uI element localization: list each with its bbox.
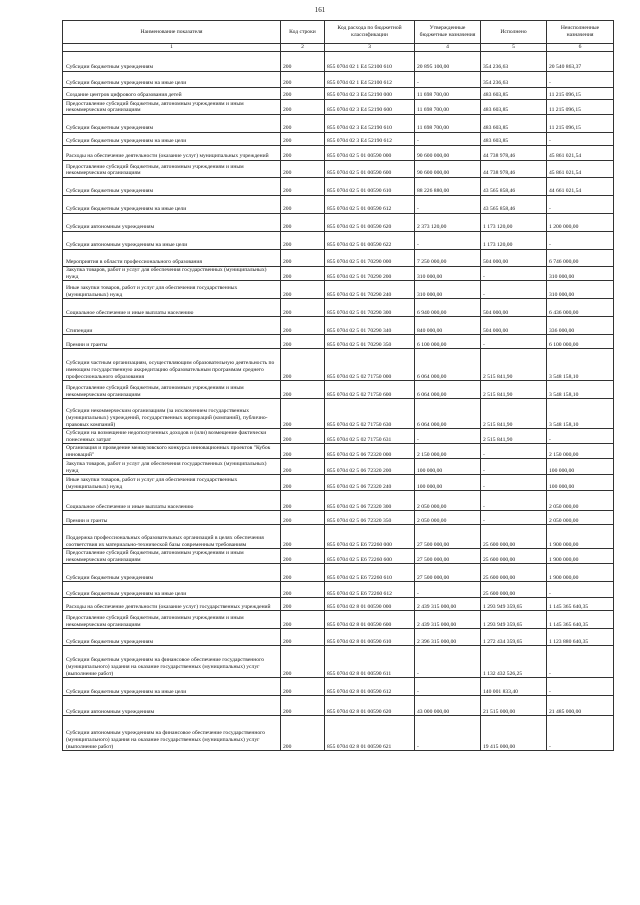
row-approved: 2 050 000,00 [415, 511, 481, 525]
table-row [63, 598, 614, 611]
row-budget-code: 855 0704 02 5 02 71750 630 [325, 399, 415, 429]
row-approved: 11 698 700,00 [415, 115, 481, 133]
row-executed: 1 132 432 526,25 [481, 646, 547, 678]
row-approved: 7 250 000,00 [415, 250, 481, 267]
row-name: Мероприятия в области профессионального образования [63, 250, 281, 267]
row-unexecuted: 3 548 158,10 [547, 399, 614, 429]
row-executed: 2 515 841,90 [481, 399, 547, 429]
column-number: 5 [481, 44, 547, 52]
row-executed: - [481, 335, 547, 349]
table-row [63, 611, 614, 629]
row-approved: 43 000 000,00 [415, 696, 481, 716]
row-budget-code: 855 0704 02 5 01 00590 610 [325, 178, 415, 196]
row-executed: 1 173 120,00 [481, 232, 547, 250]
row-executed: 504 000,00 [481, 317, 547, 335]
row-approved: 27 500 000,00 [415, 549, 481, 564]
row-budget-code: 855 0704 02 5 02 71750 600 [325, 381, 415, 399]
row-line-code: 200 [281, 133, 325, 146]
row-name: Премии и гранты [63, 335, 281, 349]
row-line-code: 200 [281, 214, 325, 232]
row-unexecuted: 6 746 000,00 [547, 250, 614, 267]
row-budget-code: 855 0704 02 8 01 00590 620 [325, 696, 415, 716]
header-executed: Исполнено [481, 21, 547, 44]
row-approved: 2 439 315 000,00 [415, 611, 481, 629]
row-budget-code: 855 0704 02 5 Е6 72260 612 [325, 582, 415, 598]
row-unexecuted: 336 000,00 [547, 317, 614, 335]
column-number: 3 [325, 44, 415, 52]
table-row [63, 161, 614, 178]
table-row [63, 491, 614, 511]
row-executed: 354 236,63 [481, 72, 547, 88]
row-name: Субсидии бюджетным учреждениям на иные цели [63, 196, 281, 214]
row-unexecuted: 2 050 000,00 [547, 511, 614, 525]
table-row [63, 678, 614, 696]
row-line-code: 200 [281, 146, 325, 161]
row-executed: - [481, 491, 547, 511]
row-line-code: 200 [281, 491, 325, 511]
table-row [63, 549, 614, 564]
row-approved: 90 600 000,00 [415, 146, 481, 161]
row-approved: 6 064 000,00 [415, 399, 481, 429]
row-unexecuted: 21 485 000,00 [547, 696, 614, 716]
row-executed: 1 293 949 359,65 [481, 611, 547, 629]
column-number-row [63, 44, 614, 52]
row-name: Субсидии автономным учреждениям [63, 696, 281, 716]
table-row [63, 196, 614, 214]
table-row [63, 133, 614, 146]
row-unexecuted: - [547, 196, 614, 214]
row-line-code: 200 [281, 629, 325, 646]
table-row [63, 100, 614, 115]
table-row [63, 72, 614, 88]
row-line-code: 200 [281, 696, 325, 716]
row-approved: 100 000,00 [415, 475, 481, 491]
header-unexecuted: Неисполненные назначения [547, 21, 614, 44]
row-budget-code: 855 0704 02 5 01 70290 340 [325, 317, 415, 335]
row-executed: 483 603,85 [481, 88, 547, 100]
row-line-code: 200 [281, 525, 325, 549]
row-budget-code: 855 0704 02 3 Е4 52190 610 [325, 115, 415, 133]
header-budget-code: Код расхода по бюджетной классификации [325, 21, 415, 44]
row-name: Субсидии на возмещение недополученных доходов и (или) возмещение фактически понесенных затрат [63, 429, 281, 444]
row-line-code: 200 [281, 459, 325, 475]
row-executed: 25 600 000,00 [481, 549, 547, 564]
row-budget-code: 855 0704 02 5 02 71750 000 [325, 349, 415, 381]
row-approved: - [415, 232, 481, 250]
row-name: Субсидии бюджетным учреждениям на иные цели [63, 582, 281, 598]
row-executed: - [481, 267, 547, 281]
row-name: Стипендии [63, 317, 281, 335]
table-row [63, 429, 614, 444]
row-unexecuted: - [547, 133, 614, 146]
row-name: Субсидии бюджетным учреждениям на иные цели [63, 678, 281, 696]
column-number: 2 [281, 44, 325, 52]
row-unexecuted: 45 861 021,54 [547, 161, 614, 178]
row-name: Закупка товаров, работ и услуг для обеспечения государственных (муниципальных) нужд [63, 459, 281, 475]
row-name: Субсидии бюджетным учреждениям [63, 629, 281, 646]
row-budget-code: 855 0704 02 5 01 70290 200 [325, 267, 415, 281]
row-line-code: 200 [281, 52, 325, 72]
row-budget-code: 855 0704 02 5 02 71750 631 [325, 429, 415, 444]
header-indicator-name: Наименование показателя [63, 21, 281, 44]
row-approved: 310 000,00 [415, 281, 481, 299]
row-approved: 2 050 000,00 [415, 491, 481, 511]
row-name: Премии и гранты [63, 511, 281, 525]
row-unexecuted: 1 900 000,00 [547, 549, 614, 564]
row-unexecuted: 2 050 000,00 [547, 491, 614, 511]
row-budget-code: 855 0704 02 5 01 00590 000 [325, 146, 415, 161]
row-line-code: 200 [281, 646, 325, 678]
row-executed: 1 272 434 359,65 [481, 629, 547, 646]
row-executed: 2 515 841,90 [481, 381, 547, 399]
row-approved: 6 064 000,00 [415, 381, 481, 399]
row-approved: 11 698 700,00 [415, 100, 481, 115]
table-row [63, 214, 614, 232]
row-budget-code: 855 0704 02 8 01 00590 612 [325, 678, 415, 696]
row-unexecuted: 310 000,00 [547, 267, 614, 281]
table-row [63, 475, 614, 491]
table-row [63, 696, 614, 716]
table-row [63, 629, 614, 646]
row-name: Субсидии частным организациям, осуществляющим образовательную деятельность по имеющим государственную аккредитацию образовательным программам среднего профессионального образования [63, 349, 281, 381]
budget-execution-table [62, 20, 614, 751]
table-row [63, 115, 614, 133]
row-unexecuted: - [547, 646, 614, 678]
header-line-code: Код строки [281, 21, 325, 44]
table-row [63, 317, 614, 335]
row-line-code: 200 [281, 161, 325, 178]
row-name: Предоставление субсидий бюджетным, автономным учреждениям и иным некоммерческим организациям [63, 100, 281, 115]
row-line-code: 200 [281, 196, 325, 214]
row-approved: - [415, 196, 481, 214]
row-unexecuted: 6 100 000,00 [547, 335, 614, 349]
row-approved: 2 439 315 000,00 [415, 598, 481, 611]
row-name: Субсидии бюджетным учреждениям [63, 564, 281, 582]
row-budget-code: 855 0704 02 5 01 00590 622 [325, 232, 415, 250]
row-name: Субсидии бюджетным учреждениям [63, 115, 281, 133]
row-line-code: 200 [281, 429, 325, 444]
row-approved: 2 396 315 000,00 [415, 629, 481, 646]
table-row [63, 281, 614, 299]
row-budget-code: 855 0704 02 1 Е4 52100 610 [325, 52, 415, 72]
row-name: Предоставление субсидий бюджетным, автономным учреждениям и иным некоммерческим организациям [63, 381, 281, 399]
row-name: Субсидии автономным учреждениям [63, 214, 281, 232]
row-executed: 43 565 858,46 [481, 196, 547, 214]
row-executed: - [481, 281, 547, 299]
table-row [63, 88, 614, 100]
row-budget-code: 855 0704 02 5 06 72320 200 [325, 459, 415, 475]
table-row [63, 582, 614, 598]
row-name: Субсидии бюджетным учреждениям [63, 52, 281, 72]
row-budget-code: 855 0704 02 5 Е6 72260 610 [325, 564, 415, 582]
row-budget-code: 855 0704 02 5 01 70290 240 [325, 281, 415, 299]
row-budget-code: 855 0704 02 5 06 72320 240 [325, 475, 415, 491]
row-budget-code: 855 0704 02 1 Е4 52100 612 [325, 72, 415, 88]
row-name: Субсидии бюджетным учреждениям [63, 178, 281, 196]
row-name: Расходы на обеспечение деятельности (оказание услуг) государственных учреждений [63, 598, 281, 611]
table-row [63, 299, 614, 317]
row-budget-code: 855 0704 02 3 Е4 52190 600 [325, 100, 415, 115]
row-unexecuted: 1 145 365 640,35 [547, 611, 614, 629]
row-executed: 21 515 000,00 [481, 696, 547, 716]
row-line-code: 200 [281, 511, 325, 525]
row-unexecuted: 3 548 158,10 [547, 349, 614, 381]
row-approved: 11 698 700,00 [415, 88, 481, 100]
row-line-code: 200 [281, 678, 325, 696]
row-approved: 6 100 000,00 [415, 335, 481, 349]
row-unexecuted: 1 900 000,00 [547, 525, 614, 549]
row-executed: 1 293 949 359,65 [481, 598, 547, 611]
row-line-code: 200 [281, 267, 325, 281]
row-unexecuted: - [547, 72, 614, 88]
header-approved: Утвержденные бюджетные назначения [415, 21, 481, 44]
row-budget-code: 855 0704 02 8 01 00590 611 [325, 646, 415, 678]
table-row [63, 459, 614, 475]
row-line-code: 200 [281, 349, 325, 381]
row-unexecuted: 100 000,00 [547, 475, 614, 491]
row-unexecuted: - [547, 716, 614, 751]
row-line-code: 200 [281, 178, 325, 196]
row-budget-code: 855 0704 02 3 Е4 52190 000 [325, 88, 415, 100]
row-name: Субсидии автономным учреждениям на финансовое обеспечение государственного (муниципального) задания на оказание государственных (муниципальных) услуг (выполнение работ) [63, 716, 281, 751]
row-approved: - [415, 646, 481, 678]
row-executed: 25 600 000,00 [481, 525, 547, 549]
table-row [63, 349, 614, 381]
row-executed: 354 236,63 [481, 52, 547, 72]
table-row [63, 444, 614, 459]
row-approved: - [415, 429, 481, 444]
row-line-code: 200 [281, 335, 325, 349]
row-name: Социальное обеспечение и иные выплаты населению [63, 491, 281, 511]
row-name: Предоставление субсидий бюджетным, автономным учреждениям и иным некоммерческим организациям [63, 611, 281, 629]
row-approved: 20 895 100,00 [415, 52, 481, 72]
table-row [63, 399, 614, 429]
row-line-code: 200 [281, 250, 325, 267]
row-unexecuted: 6 436 000,00 [547, 299, 614, 317]
row-unexecuted: - [547, 678, 614, 696]
row-name: Социальное обеспечение и иные выплаты населению [63, 299, 281, 317]
row-name: Субсидии бюджетным учреждениям на иные цели [63, 72, 281, 88]
row-line-code: 200 [281, 88, 325, 100]
row-name: Поддержка профессиональных образовательных организаций в целях обеспечения соответствия их материально-технической базы современным требованиям [63, 525, 281, 549]
table-row [63, 381, 614, 399]
page-number: 161 [314, 6, 326, 14]
row-unexecuted: - [547, 429, 614, 444]
row-executed: 483 603,85 [481, 115, 547, 133]
row-line-code: 200 [281, 100, 325, 115]
row-budget-code: 855 0704 02 5 06 72320 350 [325, 511, 415, 525]
row-executed: 25 600 000,00 [481, 582, 547, 598]
row-name: Предоставление субсидий бюджетным, автономным учреждениям и иным некоммерческим организациям [63, 549, 281, 564]
row-name: Субсидии автономным учреждениям на иные цели [63, 232, 281, 250]
row-name: Закупка товаров, работ и услуг для обеспечения государственных (муниципальных) нужд [63, 267, 281, 281]
row-name: Субсидии бюджетным учреждениям на иные цели [63, 133, 281, 146]
row-line-code: 200 [281, 564, 325, 582]
row-unexecuted: - [547, 582, 614, 598]
row-line-code: 200 [281, 475, 325, 491]
row-budget-code: 855 0704 02 5 01 70290 350 [325, 335, 415, 349]
row-line-code: 200 [281, 115, 325, 133]
row-executed: 483 603,85 [481, 133, 547, 146]
row-unexecuted: 1 145 365 640,35 [547, 598, 614, 611]
row-unexecuted: 45 861 021,54 [547, 146, 614, 161]
row-line-code: 200 [281, 444, 325, 459]
row-name: Создание центров цифрового образования детей [63, 88, 281, 100]
row-executed: - [481, 444, 547, 459]
row-executed: 504 000,00 [481, 299, 547, 317]
row-approved: 6 064 000,00 [415, 349, 481, 381]
row-executed: - [481, 459, 547, 475]
row-approved: 100 000,00 [415, 459, 481, 475]
row-approved: 2 150 000,00 [415, 444, 481, 459]
row-approved: 840 000,00 [415, 317, 481, 335]
row-line-code: 200 [281, 716, 325, 751]
table-row [63, 335, 614, 349]
row-executed: 140 001 833,40 [481, 678, 547, 696]
row-line-code: 200 [281, 281, 325, 299]
row-executed: 2 515 841,90 [481, 429, 547, 444]
row-line-code: 200 [281, 299, 325, 317]
column-number: 4 [415, 44, 481, 52]
row-unexecuted: 1 123 880 640,35 [547, 629, 614, 646]
row-name: Иные закупки товаров, работ и услуг для обеспечения государственных (муниципальных) нужд [63, 281, 281, 299]
row-budget-code: 855 0704 02 5 Е6 72260 000 [325, 525, 415, 549]
row-unexecuted: 100 000,00 [547, 459, 614, 475]
row-approved: - [415, 72, 481, 88]
table-row [63, 178, 614, 196]
row-executed: - [481, 511, 547, 525]
row-budget-code: 855 0704 02 5 06 72320 300 [325, 491, 415, 511]
row-budget-code: 855 0704 02 8 01 00590 600 [325, 611, 415, 629]
row-unexecuted: 1 200 000,00 [547, 214, 614, 232]
table-row [63, 146, 614, 161]
row-budget-code: 855 0704 02 5 Е6 72260 600 [325, 549, 415, 564]
row-budget-code: 855 0704 02 8 01 00590 000 [325, 598, 415, 611]
row-name: Организация и проведение межвузовского конкурса инновационных проектов "Кубок инноваций" [63, 444, 281, 459]
row-line-code: 200 [281, 381, 325, 399]
row-unexecuted: 11 215 096,15 [547, 88, 614, 100]
table-row [63, 511, 614, 525]
table-row [63, 267, 614, 281]
row-line-code: 200 [281, 232, 325, 250]
row-budget-code: 855 0704 02 5 01 00590 612 [325, 196, 415, 214]
table-row [63, 646, 614, 678]
row-unexecuted: 11 215 096,15 [547, 100, 614, 115]
row-name: Предоставление субсидий бюджетным, автономным учреждениям и иным некоммерческим организациям [63, 161, 281, 178]
row-unexecuted: 44 661 021,54 [547, 178, 614, 196]
row-approved: 310 000,00 [415, 267, 481, 281]
row-executed: 504 000,00 [481, 250, 547, 267]
row-executed: 2 515 841,90 [481, 349, 547, 381]
table-header-row [63, 21, 614, 44]
table-row [63, 716, 614, 751]
table-row [63, 52, 614, 72]
row-line-code: 200 [281, 549, 325, 564]
row-executed: - [481, 475, 547, 491]
row-name: Субсидии некоммерческим организациям (за исключением государственных (муниципальных) учреждений, государственных корпораций (компаний), публично-правовых компаний) [63, 399, 281, 429]
row-approved: 88 226 880,00 [415, 178, 481, 196]
row-budget-code: 855 0704 02 3 Е4 52190 612 [325, 133, 415, 146]
row-approved: 6 940 000,00 [415, 299, 481, 317]
row-line-code: 200 [281, 611, 325, 629]
column-number: 1 [63, 44, 281, 52]
row-unexecuted: 1 900 000,00 [547, 564, 614, 582]
row-executed: 44 738 978,46 [481, 146, 547, 161]
row-budget-code: 855 0704 02 5 01 00590 620 [325, 214, 415, 232]
row-approved: - [415, 133, 481, 146]
row-budget-code: 855 0704 02 5 06 72320 000 [325, 444, 415, 459]
row-approved: - [415, 582, 481, 598]
table-row [63, 525, 614, 549]
row-executed: 25 600 000,00 [481, 564, 547, 582]
column-number: 6 [547, 44, 614, 52]
row-approved: 90 600 000,00 [415, 161, 481, 178]
row-executed: 483 603,85 [481, 100, 547, 115]
row-unexecuted: 20 540 863,37 [547, 52, 614, 72]
row-approved: 27 500 000,00 [415, 525, 481, 549]
row-budget-code: 855 0704 02 5 01 70290 000 [325, 250, 415, 267]
table-row [63, 564, 614, 582]
row-unexecuted: 310 000,00 [547, 281, 614, 299]
table-row [63, 232, 614, 250]
row-budget-code: 855 0704 02 8 01 00590 621 [325, 716, 415, 751]
row-line-code: 200 [281, 399, 325, 429]
row-name: Субсидии бюджетным учреждениям на финансовое обеспечение государственного (муниципального) задания на оказание государственных (муниципальных) услуг (выполнение работ) [63, 646, 281, 678]
row-name: Иные закупки товаров, работ и услуг для обеспечения государственных (муниципальных) нужд [63, 475, 281, 491]
table-row [63, 250, 614, 267]
row-unexecuted: 11 215 096,15 [547, 115, 614, 133]
row-line-code: 200 [281, 72, 325, 88]
row-line-code: 200 [281, 317, 325, 335]
row-budget-code: 855 0704 02 8 01 00590 610 [325, 629, 415, 646]
row-executed: 43 565 858,46 [481, 178, 547, 196]
row-unexecuted: 3 548 158,10 [547, 381, 614, 399]
row-approved: 2 373 120,00 [415, 214, 481, 232]
row-executed: 44 738 978,46 [481, 161, 547, 178]
row-approved: - [415, 716, 481, 751]
row-unexecuted: - [547, 232, 614, 250]
row-approved: - [415, 678, 481, 696]
row-budget-code: 855 0704 02 5 01 70290 300 [325, 299, 415, 317]
row-approved: 27 500 000,00 [415, 564, 481, 582]
row-name: Расходы на обеспечение деятельности (оказание услуг) муниципальных учреждений [63, 146, 281, 161]
row-executed: 19 415 000,00 [481, 716, 547, 751]
row-unexecuted: 2 150 000,00 [547, 444, 614, 459]
row-line-code: 200 [281, 582, 325, 598]
row-line-code: 200 [281, 598, 325, 611]
row-executed: 1 173 120,00 [481, 214, 547, 232]
row-budget-code: 855 0704 02 5 01 00590 600 [325, 161, 415, 178]
